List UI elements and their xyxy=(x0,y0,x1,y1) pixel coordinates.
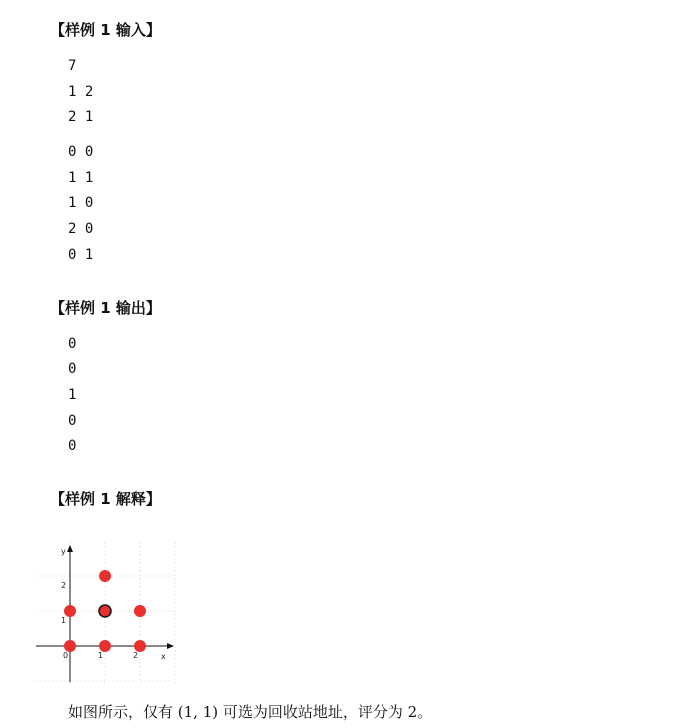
sample-output-line: 0 xyxy=(68,336,77,352)
sample-input-line: 1 0 xyxy=(68,195,94,211)
y-tick-label: 1 xyxy=(61,616,67,625)
sample-input-line: 2 0 xyxy=(68,221,94,237)
x-tick-label: 0 xyxy=(63,651,69,660)
sample-input-line: 0 0 xyxy=(68,144,94,160)
y-axis-arrow-icon xyxy=(67,545,73,552)
sample-output-line: 0 xyxy=(68,413,77,429)
sample-input-heading: 【样例 1 输入】 xyxy=(50,21,161,39)
highlighted-point xyxy=(99,605,111,617)
data-point xyxy=(64,640,76,652)
sample-plot xyxy=(36,542,176,684)
sample-input-line: 2 1 xyxy=(68,109,94,125)
sample-explain-heading: 【样例 1 解释】 xyxy=(50,490,161,508)
scatter-plot-svg xyxy=(36,542,176,684)
x-axis-arrow-icon xyxy=(167,643,174,649)
sample-input-line: 1 1 xyxy=(68,170,94,186)
sample-output-line: 0 xyxy=(68,361,77,377)
sample-output-heading: 【样例 1 输出】 xyxy=(50,299,161,317)
data-point xyxy=(99,570,111,582)
sample-input-line: 7 xyxy=(68,58,77,74)
x-axis-label: x xyxy=(161,652,166,661)
sample-input-line: 1 2 xyxy=(68,84,94,100)
explanation-caption: 如图所示，仅有 (1, 1) 可选为回收站地址，评分为 2。 xyxy=(68,703,433,721)
y-tick-label: 2 xyxy=(61,581,67,590)
x-tick-label: 1 xyxy=(98,651,104,660)
y-axis-label: y xyxy=(61,547,66,556)
sample-output-line: 1 xyxy=(68,387,77,403)
data-point xyxy=(99,640,111,652)
data-point xyxy=(64,605,76,617)
data-point xyxy=(134,605,146,617)
sample-input-line: 0 1 xyxy=(68,247,94,263)
x-tick-label: 2 xyxy=(133,651,139,660)
sample-output-line: 0 xyxy=(68,438,77,454)
data-point xyxy=(134,640,146,652)
